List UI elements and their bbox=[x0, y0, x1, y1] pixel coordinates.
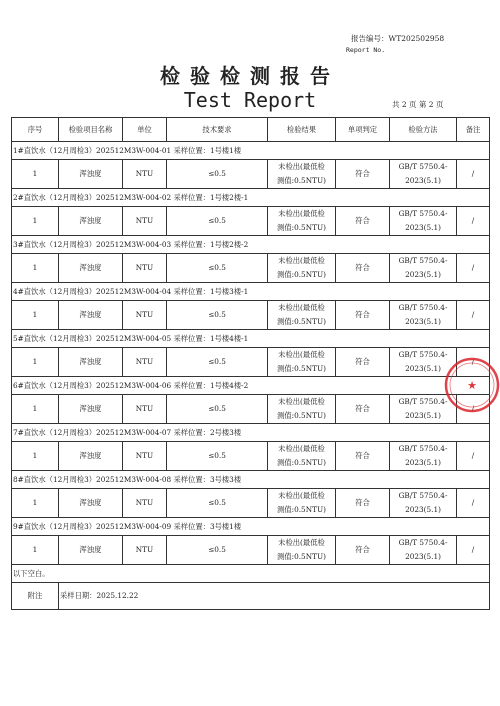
row-judgement: 符合 bbox=[336, 489, 390, 518]
row-result-line1: 未检出(最低检 bbox=[278, 491, 325, 500]
report-number-en: Report No. bbox=[346, 46, 386, 54]
row-result-line1: 未检出(最低检 bbox=[278, 162, 325, 171]
row-judgement: 符合 bbox=[336, 160, 390, 189]
row-item: 浑浊度 bbox=[59, 536, 123, 565]
row-remark: / bbox=[457, 301, 490, 330]
row-requirement: ≤0.5 bbox=[167, 348, 268, 377]
svg-text:★: ★ bbox=[467, 379, 477, 392]
row-result bbox=[268, 160, 336, 189]
row-result bbox=[268, 301, 336, 330]
sample-title: 2#直饮水（12月周检3）202512M3W-004-02 采样位置：1号楼2楼-1 bbox=[12, 189, 490, 207]
row-index: 1 bbox=[12, 254, 59, 283]
page-title-en: Test Report bbox=[183, 88, 317, 112]
sample-title: 4#直饮水（12月周检3）202512M3W-004-04 采样位置：1号楼3楼-1 bbox=[12, 283, 490, 301]
row-unit: NTU bbox=[123, 442, 167, 471]
row-item: 浑浊度 bbox=[59, 442, 123, 471]
table-row bbox=[12, 489, 490, 518]
sample-title: 9#直饮水（12月周检3）202512M3W-004-09 采样位置：3号楼1楼 bbox=[12, 518, 490, 536]
row-requirement: ≤0.5 bbox=[167, 489, 268, 518]
row-result bbox=[268, 207, 336, 236]
row-result-line2: 测值:0.5NTU) bbox=[277, 364, 326, 373]
sample-title: 5#直饮水（12月周检3）202512M3W-004-05 采样位置：1号楼4楼-1 bbox=[12, 330, 490, 348]
sample-title: 3#直饮水（12月周检3）202512M3W-004-03 采样位置：1号楼2楼-2 bbox=[12, 236, 490, 254]
row-unit: NTU bbox=[123, 301, 167, 330]
row-unit: NTU bbox=[123, 207, 167, 236]
row-judgement: 符合 bbox=[336, 536, 390, 565]
blank-note-row bbox=[12, 565, 490, 583]
row-result-line1: 未检出(最低检 bbox=[278, 256, 325, 265]
row-remark: / bbox=[457, 489, 490, 518]
table-header-row bbox=[12, 118, 490, 142]
table-row bbox=[12, 442, 490, 471]
table-row bbox=[12, 348, 490, 377]
row-unit: NTU bbox=[123, 395, 167, 424]
row-method-line2: 2023(5.1) bbox=[405, 317, 441, 326]
row-item: 浑浊度 bbox=[59, 160, 123, 189]
note-row bbox=[12, 583, 490, 610]
row-method-line1: GB/T 5750.4- bbox=[398, 256, 448, 265]
row-index: 1 bbox=[12, 207, 59, 236]
sample-header-row bbox=[12, 518, 490, 536]
row-judgement: 符合 bbox=[336, 254, 390, 283]
column-header-requirement: 技术要求 bbox=[167, 118, 268, 142]
row-method-line2: 2023(5.1) bbox=[405, 223, 441, 232]
sample-header-row bbox=[12, 377, 490, 395]
row-result-line1: 未检出(最低检 bbox=[278, 397, 325, 406]
row-result bbox=[268, 254, 336, 283]
row-result bbox=[268, 536, 336, 565]
sample-header-row bbox=[12, 236, 490, 254]
row-requirement: ≤0.5 bbox=[167, 160, 268, 189]
column-header-result: 检验结果 bbox=[268, 118, 336, 142]
row-method-line1: GB/T 5750.4- bbox=[398, 538, 448, 547]
row-item: 浑浊度 bbox=[59, 489, 123, 518]
row-result bbox=[268, 395, 336, 424]
row-requirement: ≤0.5 bbox=[167, 301, 268, 330]
row-result-line2: 测值:0.5NTU) bbox=[277, 317, 326, 326]
row-method-line1: GB/T 5750.4- bbox=[398, 491, 448, 500]
column-header-item: 检验项目名称 bbox=[59, 118, 123, 142]
row-result-line2: 测值:0.5NTU) bbox=[277, 411, 326, 420]
row-judgement: 符合 bbox=[336, 442, 390, 471]
row-method-line1: GB/T 5750.4- bbox=[398, 397, 448, 406]
row-unit: NTU bbox=[123, 348, 167, 377]
row-remark: / bbox=[457, 442, 490, 471]
column-header-remark: 备注 bbox=[457, 118, 490, 142]
sample-header-row bbox=[12, 471, 490, 489]
row-item: 浑浊度 bbox=[59, 207, 123, 236]
table-row bbox=[12, 395, 490, 424]
sample-title: 1#直饮水（12月周检3）202512M3W-004-01 采样位置：1号楼1楼 bbox=[12, 142, 490, 160]
row-method bbox=[390, 536, 457, 565]
row-unit: NTU bbox=[123, 160, 167, 189]
table-row bbox=[12, 254, 490, 283]
row-result bbox=[268, 348, 336, 377]
row-result-line2: 测值:0.5NTU) bbox=[277, 223, 326, 232]
row-requirement: ≤0.5 bbox=[167, 536, 268, 565]
results-table bbox=[11, 117, 490, 610]
row-method-line2: 2023(5.1) bbox=[405, 505, 441, 514]
row-method-line2: 2023(5.1) bbox=[405, 176, 441, 185]
row-method-line2: 2023(5.1) bbox=[405, 270, 441, 279]
row-index: 1 bbox=[12, 301, 59, 330]
row-result bbox=[268, 442, 336, 471]
table-body bbox=[12, 142, 490, 610]
row-result-line2: 测值:0.5NTU) bbox=[277, 505, 326, 514]
row-requirement: ≤0.5 bbox=[167, 395, 268, 424]
note-label: 附注 bbox=[12, 583, 59, 610]
inspection-seal bbox=[443, 356, 500, 414]
row-result-line1: 未检出(最低检 bbox=[278, 209, 325, 218]
sample-header-row bbox=[12, 142, 490, 160]
note-value: 采样日期：2025.12.22 bbox=[59, 583, 490, 610]
row-result-line1: 未检出(最低检 bbox=[278, 303, 325, 312]
table-row bbox=[12, 301, 490, 330]
page-info: 共 2 页 第 2 页 bbox=[392, 100, 444, 109]
row-result bbox=[268, 489, 336, 518]
row-unit: NTU bbox=[123, 536, 167, 565]
row-remark: / bbox=[457, 207, 490, 236]
row-unit: NTU bbox=[123, 489, 167, 518]
row-unit: NTU bbox=[123, 254, 167, 283]
row-judgement: 符合 bbox=[336, 207, 390, 236]
row-index: 1 bbox=[12, 536, 59, 565]
row-result-line1: 未检出(最低检 bbox=[278, 350, 325, 359]
column-header-index: 序号 bbox=[12, 118, 59, 142]
row-method bbox=[390, 254, 457, 283]
row-method-line2: 2023(5.1) bbox=[405, 411, 441, 420]
row-remark: / bbox=[457, 348, 490, 377]
table-row bbox=[12, 160, 490, 189]
row-item: 浑浊度 bbox=[59, 301, 123, 330]
table-row bbox=[12, 536, 490, 565]
row-result-line2: 测值:0.5NTU) bbox=[277, 176, 326, 185]
row-method-line1: GB/T 5750.4- bbox=[398, 350, 448, 359]
row-method-line2: 2023(5.1) bbox=[405, 552, 441, 561]
sample-title: 6#直饮水（12月周检3）202512M3W-004-06 采样位置：1号楼4楼-2 bbox=[12, 377, 490, 395]
page-title-cn: 检验检测报告 bbox=[160, 64, 340, 88]
row-judgement: 符合 bbox=[336, 301, 390, 330]
row-method-line1: GB/T 5750.4- bbox=[398, 209, 448, 218]
row-item: 浑浊度 bbox=[59, 348, 123, 377]
table-row bbox=[12, 207, 490, 236]
row-method-line2: 2023(5.1) bbox=[405, 458, 441, 467]
row-judgement: 符合 bbox=[336, 395, 390, 424]
row-method bbox=[390, 301, 457, 330]
row-index: 1 bbox=[12, 160, 59, 189]
row-judgement: 符合 bbox=[336, 348, 390, 377]
row-remark: / bbox=[457, 536, 490, 565]
row-method-line1: GB/T 5750.4- bbox=[398, 303, 448, 312]
row-item: 浑浊度 bbox=[59, 254, 123, 283]
row-result-line2: 测值:0.5NTU) bbox=[277, 270, 326, 279]
row-method-line2: 2023(5.1) bbox=[405, 364, 441, 373]
sample-header-row bbox=[12, 330, 490, 348]
row-requirement: ≤0.5 bbox=[167, 442, 268, 471]
column-header-judgement: 单项判定 bbox=[336, 118, 390, 142]
sample-header-row bbox=[12, 424, 490, 442]
row-result-line1: 未检出(最低检 bbox=[278, 538, 325, 547]
row-method-line1: GB/T 5750.4- bbox=[398, 162, 448, 171]
row-method bbox=[390, 160, 457, 189]
column-header-method: 检验方法 bbox=[390, 118, 457, 142]
row-result-line2: 测值:0.5NTU) bbox=[277, 552, 326, 561]
report-number: 报告编号：WT202502958 bbox=[351, 34, 445, 43]
column-header-unit: 单位 bbox=[123, 118, 167, 142]
sample-title: 8#直饮水（12月周检3）202512M3W-004-08 采样位置：3号楼3楼 bbox=[12, 471, 490, 489]
sample-header-row bbox=[12, 189, 490, 207]
sample-header-row bbox=[12, 283, 490, 301]
row-remark: / bbox=[457, 395, 490, 424]
row-requirement: ≤0.5 bbox=[167, 207, 268, 236]
row-index: 1 bbox=[12, 395, 59, 424]
blank-note: 以下空白。 bbox=[12, 565, 490, 583]
row-index: 1 bbox=[12, 348, 59, 377]
row-index: 1 bbox=[12, 442, 59, 471]
row-method-line1: GB/T 5750.4- bbox=[398, 444, 448, 453]
row-remark: / bbox=[457, 160, 490, 189]
row-remark: / bbox=[457, 254, 490, 283]
row-method bbox=[390, 207, 457, 236]
row-item: 浑浊度 bbox=[59, 395, 123, 424]
row-result-line2: 测值:0.5NTU) bbox=[277, 458, 326, 467]
row-method bbox=[390, 489, 457, 518]
sample-title: 7#直饮水（12月周检3）202512M3W-004-07 采样位置：2号楼3楼 bbox=[12, 424, 490, 442]
row-requirement: ≤0.5 bbox=[167, 254, 268, 283]
row-method bbox=[390, 442, 457, 471]
row-result-line1: 未检出(最低检 bbox=[278, 444, 325, 453]
row-index: 1 bbox=[12, 489, 59, 518]
